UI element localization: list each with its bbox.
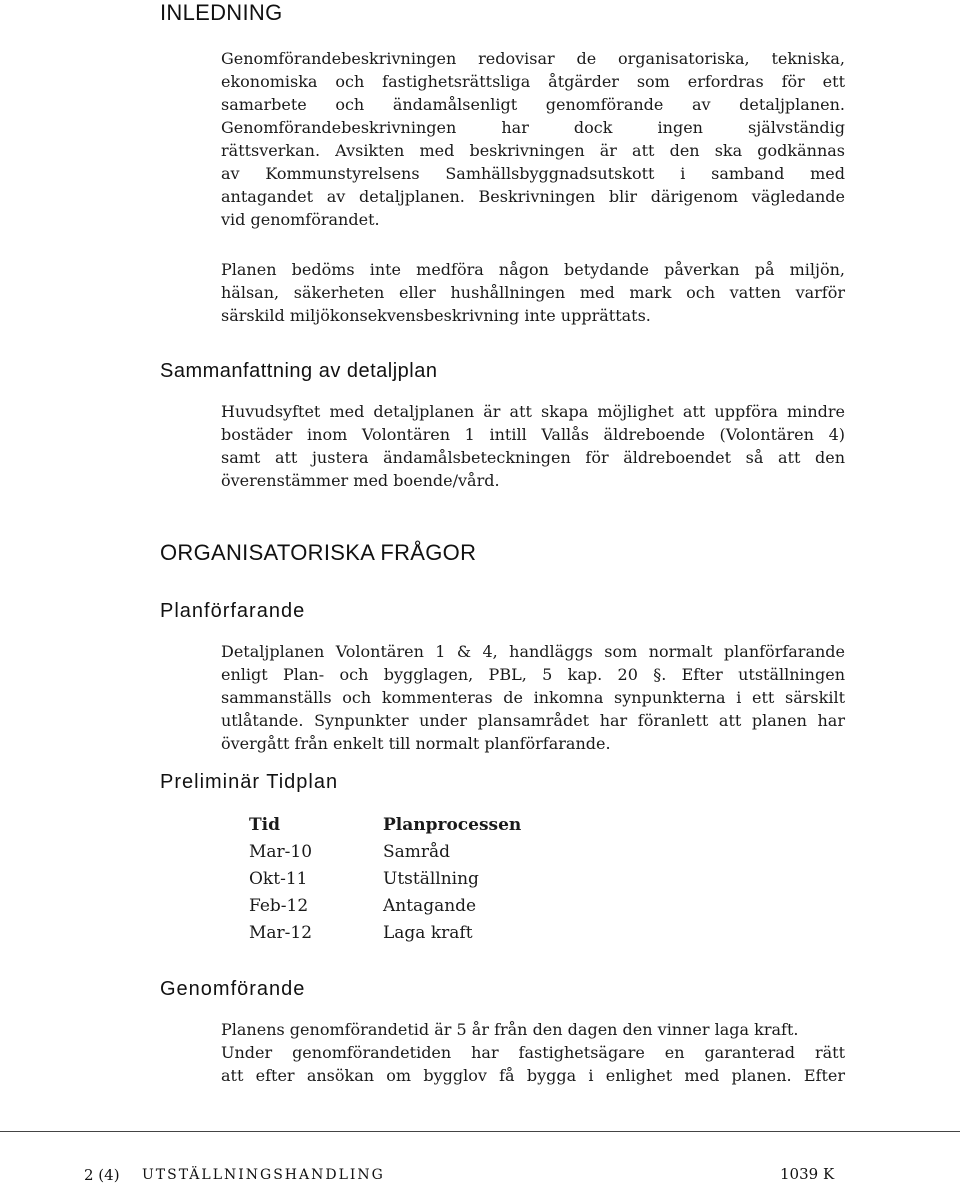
cell-process: Utställning xyxy=(383,869,479,889)
text-line: rättsverkan. Avsikten med beskrivningen är att den ska godkännas xyxy=(221,141,845,160)
subheading-preliminar-tidplan: Preliminär Tidplan xyxy=(160,771,339,793)
section-heading-organisatoriska-fragor: ORGANISATORISKA FRÅGOR xyxy=(160,540,477,565)
footer-divider xyxy=(0,1131,960,1132)
intro-paragraph-2 xyxy=(221,258,845,327)
text-line: Detaljplanen Volontären 1 & 4, handläggs som normalt planförfarande xyxy=(221,642,845,661)
text-line: Genomförandebeskrivningen har dock ingen självständig xyxy=(221,118,845,137)
column-header-tid: Tid xyxy=(249,815,280,835)
footer-page-number: 2 (4) xyxy=(84,1166,120,1184)
section-heading-sammanfattning: Sammanfattning av detaljplan xyxy=(160,360,438,382)
text-line: samt att justera ändamålsbeteckningen för äldreboendet så att den xyxy=(221,448,845,467)
text-line: övergått från enkelt till normalt planförfarande. xyxy=(221,734,611,753)
text-line: Planens genomförandetid är 5 år från den dagen den vinner laga kraft. xyxy=(221,1020,799,1039)
cell-process: Antagande xyxy=(383,896,477,916)
genomforande-paragraph xyxy=(221,1018,845,1087)
text-line: enligt Plan- och bygglagen, PBL, 5 kap. 20 §. Efter utställningen xyxy=(221,665,845,684)
text-line: utlåtande. Synpunkter under plansamrådet har föranlett att planen har xyxy=(221,711,845,730)
text-line: Genomförandebeskrivningen redovisar de organisatoriska, tekniska, xyxy=(221,49,845,68)
text-line: ekonomiska och fastighetsrättsliga åtgärder som erfordras för ett xyxy=(221,72,845,91)
cell-process: Laga kraft xyxy=(383,923,473,943)
cell-tid: Feb-12 xyxy=(249,896,309,916)
text-line: hälsan, säkerheten eller hushållningen med mark och vatten varför xyxy=(221,283,845,302)
text-line: antagandet av detaljplanen. Beskrivningen blir därigenom vägledande xyxy=(221,187,845,206)
text-line: Huvudsyftet med detaljplanen är att skapa möjlighet att uppföra mindre xyxy=(221,402,845,421)
text-line: Planen bedöms inte medföra någon betydande påverkan på miljön, xyxy=(221,260,845,279)
text-line: vid genomförandet. xyxy=(221,210,380,229)
cell-process: Samråd xyxy=(383,842,451,862)
summary-paragraph xyxy=(221,400,845,492)
cell-tid: Mar-12 xyxy=(249,923,313,943)
planforfarande-paragraph xyxy=(221,640,845,755)
subheading-genomforande: Genomförande xyxy=(160,978,306,1000)
footer-document-type: UTSTÄLLNINGSHANDLING xyxy=(142,1167,385,1183)
intro-paragraph-1 xyxy=(221,47,845,231)
text-line: att efter ansökan om bygglov få bygga i enlighet med planen. Efter xyxy=(221,1066,845,1085)
text-line: Under genomförandetiden har fastighetsägare en garanterad rätt xyxy=(221,1043,845,1062)
column-header-planprocessen: Planprocessen xyxy=(383,815,522,835)
cell-tid: Mar-10 xyxy=(249,842,313,862)
text-line: samarbete och ändamålsenligt genomförande av detaljplanen. xyxy=(221,95,845,114)
subheading-planforfarande: Planförfarande xyxy=(160,600,306,622)
text-line: av Kommunstyrelsens Samhällsbyggnadsutskott i samband med xyxy=(221,164,845,183)
text-line: sammanställs och kommenteras de inkomna synpunkterna i ett särskilt xyxy=(221,688,845,707)
text-line: överenstämmer med boende/vård. xyxy=(221,471,500,490)
cell-tid: Okt-11 xyxy=(249,869,308,889)
text-line: särskild miljökonsekvensbeskrivning inte upprättats. xyxy=(221,306,651,325)
text-line: bostäder inom Volontären 1 intill Vallås äldreboende (Volontären 4) xyxy=(221,425,845,444)
section-heading-inledning: INLEDNING xyxy=(160,0,283,25)
footer-reference: 1039 K xyxy=(780,1165,835,1183)
